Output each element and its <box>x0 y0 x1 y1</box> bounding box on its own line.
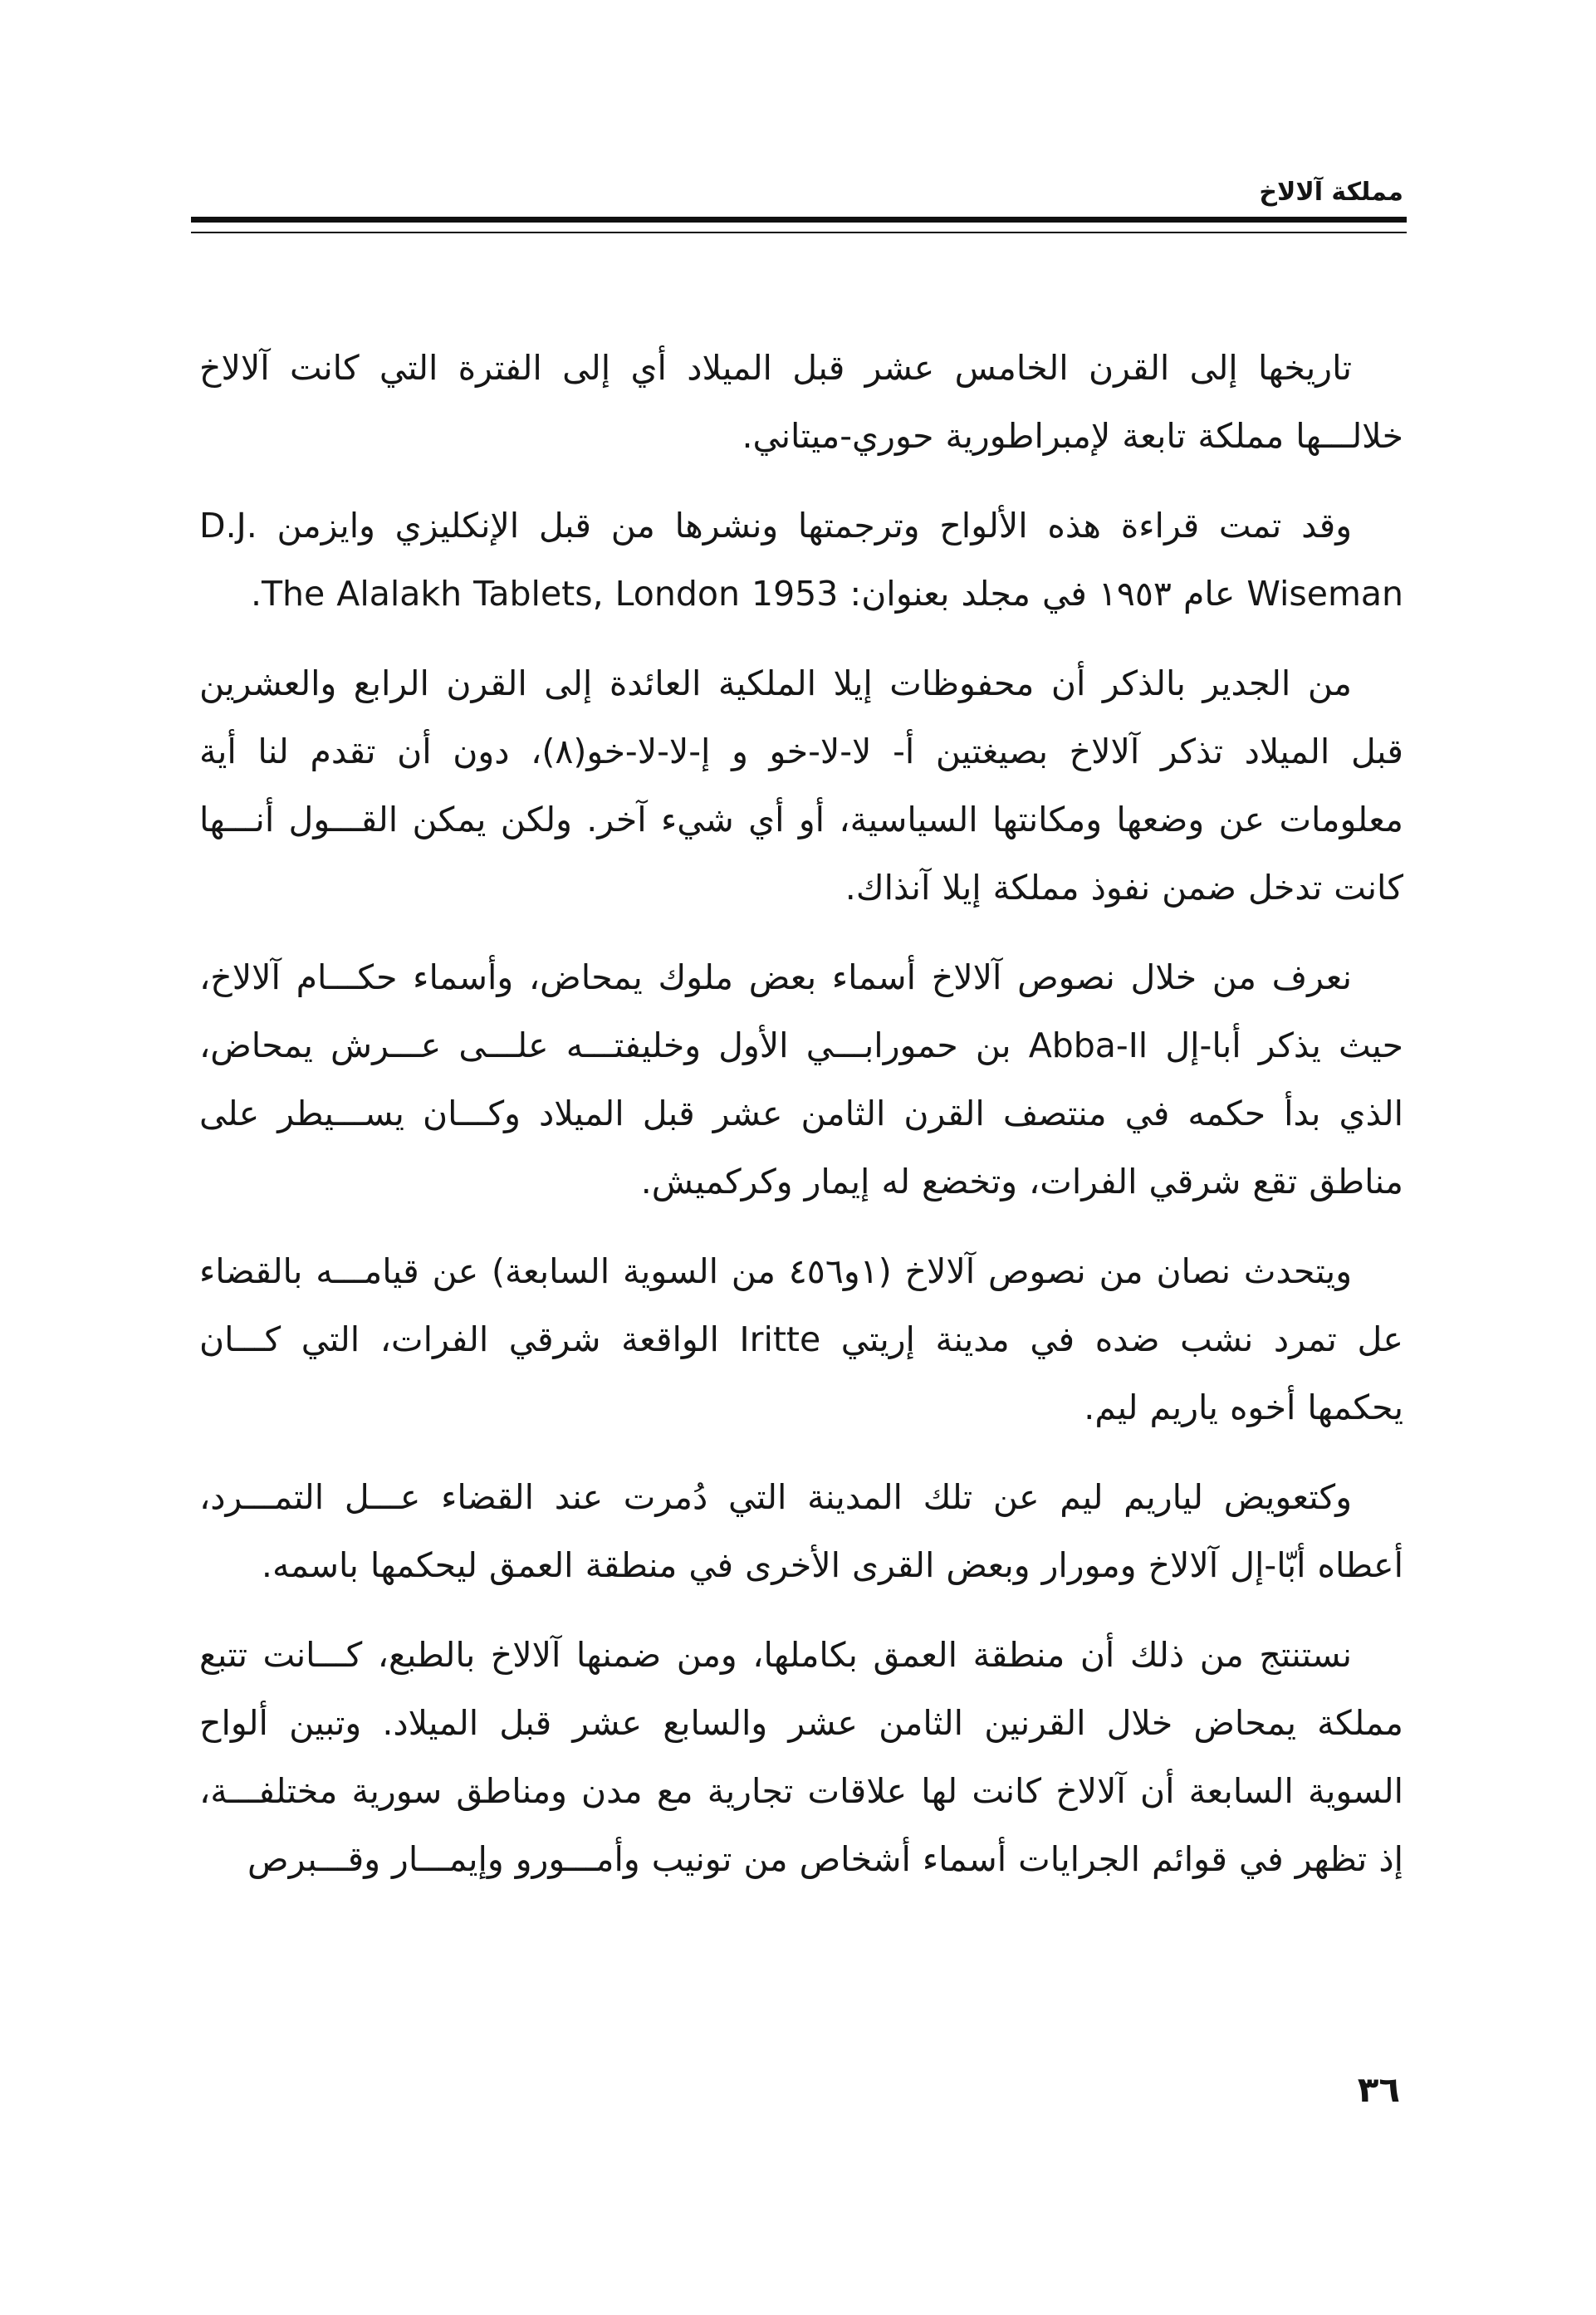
page-header <box>191 178 1407 233</box>
body-paragraph-5: ويتحدث نصان من نصوص آلالاخ (١و٤٥٦ من السوية السابعة) عن قيامـــه بالقضاء عل تمرد نشب ضده في مدينة إريتي Iritte الواقعة شرقي الفرات، التي كـــان يحكمها أخوه ياريم ليم. <box>199 1251 1403 1427</box>
body-paragraph-1: تاريخها إلى القرن الخامس عشر قبل الميلاد أي إلى الفترة التي كانت آلالاخ خلالـــها مملكة تابعة لإمبراطورية حوري-ميتاني. <box>199 348 1403 456</box>
body-paragraph-7: نستنتج من ذلك أن منطقة العمق بكاملها، ومن ضمنها آلالاخ بالطبع، كـــانت تتبع مملكة يمحاض خلال القرنين الثامن عشر والسابع عشر قبل الميلاد. وتبين ألواح السوية السابعة أن آلالاخ كانت لها علاقات تجارية مع مدن ومناطق سورية مختلفـــة، إذ تظهر في قوائم الجرايات أسماء أشخاص من تونيب وأمـــورو وإيمـــار وقـــبرص <box>199 1635 1403 1879</box>
body-paragraph-6: وكتعويض لياريم ليم عن تلك المدينة التي دُمرت عند القضاء عـــل التمـــرد، أعطاه أبّا-إل آلالاخ ومورار وبعض القرى الأخرى في منطقة العمق ليحكمها باسمه. <box>199 1477 1403 1585</box>
running-head-title: مملكة آلالاخ <box>1259 178 1403 207</box>
body-paragraph-4: نعرف من خلال نصوص آلالاخ أسماء بعض ملوك يمحاض، وأسماء حكـــام آلالاخ، حيث يذكر أبا-إل Abba-Il بن حمورابـــي الأول وخليفتـــه علـــى عـــرش يمحاض، الذي بدأ حكمه في منتصف القرن الثامن عشر قبل الميلاد وكـــان يســـيطر على مناطق تقع شرقي الفرات، وتخضع له إيمار وكركميش. <box>199 957 1403 1202</box>
page-body <box>199 334 1403 1915</box>
page-number: ٣٦ <box>1357 2069 1400 2110</box>
body-paragraph-2: وقد تمت قراءة هذه الألواح وترجمتها ونشرها من قبل الإنكليزي وايزمن D.J. Wiseman عام ١٩٥٣ في مجلد بعنوان: The Alalakh Tablets, London 1953. <box>199 506 1403 614</box>
header-rule <box>191 217 1407 233</box>
body-paragraph-3: من الجدير بالذكر أن محفوظات إيلا الملكية العائدة إلى القرن الرابع والعشرين قبل الميلاد تذكر آلالاخ بصيغتين أ- لا-لا-خو و إ-لا-لا-خو(٨)، دون أن تقدم لنا أية معلومات عن وضعها ومكانتها السياسية، أو أي شيء آخر. ولكن يمكن القـــول أنـــها كانت تدخل ضمن نفوذ مملكة إيلا آنذاك. <box>199 663 1403 908</box>
